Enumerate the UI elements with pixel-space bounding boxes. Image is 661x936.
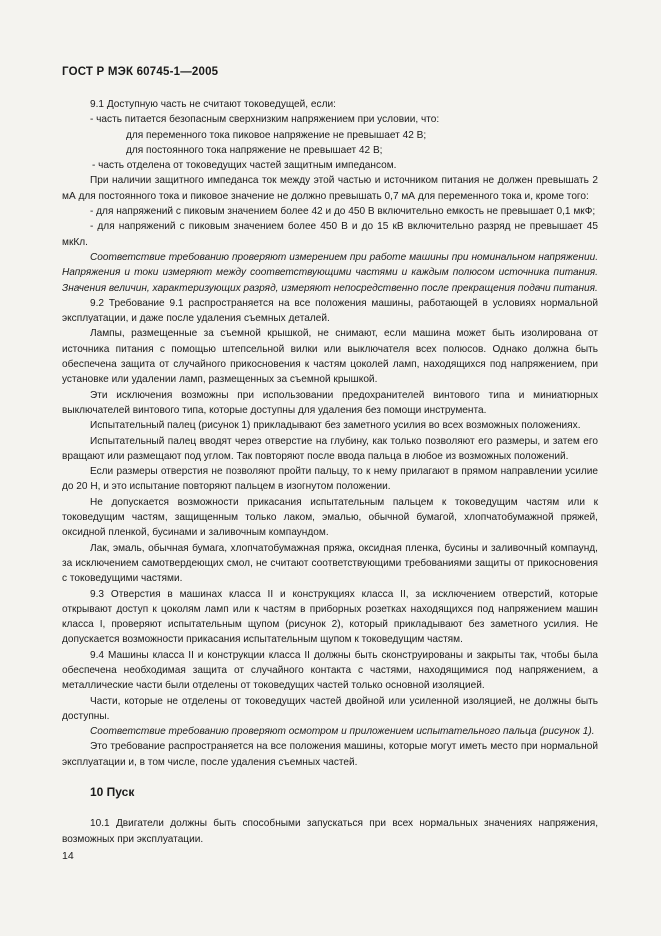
paragraph: Не допускается возможности прикасания испытательным пальцем к токоведущим частям или к токоведущим частям, защищенным только лаком, эмалью, обычной бумагой, хлопчатобумажной пряжей, оксидной пленкой, бусинами и заливочным компаундом. [62, 496, 598, 539]
paragraph: Испытательный палец (рисунок 1) прикладывают без заметного усилия во всех возможных положениях. [90, 420, 581, 432]
list-item: - часть питается безопасным сверхнизким напряжением при условии, что: [90, 114, 440, 126]
clause-9-3: 9.3 Отверстия в машинах класса II и конструкциях класса II, за исключением отверстий, которые открывают доступ к цоколям ламп или к частям в приборных розетках находящихся под напряжением машин класса I, проверяют испытательным щупом (рисунок 2), который прикладывают без заметного усилия. Не допускается возможности прикасания испытательным щупом к токоведущим частям. [62, 588, 598, 646]
paragraph: При наличии защитного импеданса ток между этой частью и источником питания не должен превышать 2 мА для постоянного тока и пиковое значение не должно превышать 0,7 мА для переменного тока и, кроме того: [62, 175, 598, 202]
clause-9-2: 9.2 Требование 9.1 распространяется на все положения машины, работающей в условиях нормальной эксплуатации, и даже после удаления съемных деталей. [62, 297, 598, 325]
list-item: - для напряжений с пиковым значением более 450 В и до 15 кВ включительно разряд не превышает 45 мкКл. [62, 221, 598, 248]
compliance-note: Соответствие требованию проверяют осмотром и приложением испытательного пальца (рисунок 1). [90, 726, 595, 738]
paragraph: Испытательный палец вводят через отверстие на глубину, как только позволяют его размеры, и затем его вращают или размещают под углом. Так повторяют после ввода пальца в любое из возможных положений. [62, 435, 598, 462]
sub-list-item: для постоянного тока напряжение не превышает 42 В; [126, 144, 383, 156]
page-number: 14 [62, 850, 74, 862]
clause-9-4: 9.4 Машины класса II и конструкции класса II должны быть сконструированы и закрыты так, чтобы была обеспечена необходимая защита от случайного контакта с частями, находящимися под напряжением, а металлические части были отделены от токоведущих частей только основной изоляцией. [62, 649, 598, 692]
paragraph: Лак, эмаль, обычная бумага, хлопчатобумажная пряжа, оксидная пленка, бусины и заливочный компаунд, за исключением самотвердеющих смол, не считают соответствующими требованиями защиты от прикосновения с токоведущими частями. [62, 542, 598, 585]
list-item: - часть отделена от токоведущих частей защитным импедансом. [92, 160, 397, 172]
sub-list-item: для переменного тока пиковое напряжение не превышает 42 В; [126, 129, 427, 141]
list-item: - для напряжений с пиковым значением более 42 и до 450 В включительно емкость не превышает 0,1 мкФ; [90, 206, 596, 218]
compliance-note: Соответствие требованию проверяют измерением при работе машины при номинальном напряжении. Напряжения и токи измеряют между соответствующими частями и каждым полюсом источника питания. Значения величин, характеризующих разряд, измеряют непосредственно после прекращения подачи питания. [62, 251, 598, 294]
standard-header: ГОСТ Р МЭК 60745-1—2005 [62, 66, 219, 78]
paragraph: Если размеры отверстия не позволяют пройти пальцу, то к нему прилагают в прямом направлении усилие до 20 Н, и это испытание повторяют пальцем в изогнутом положении. [62, 466, 598, 493]
paragraph: Это требование распространяется на все положения машины, которые могут иметь место при нормальной эксплуатации и, в том числе, после удаления съемных частей. [62, 741, 598, 768]
clause-10-1: 10.1 Двигатели должны быть способными запускаться при всех нормальных значениях напряжения, возможных при эксплуатации. [62, 818, 598, 845]
paragraph: Эти исключения возможны при использовании предохранителей винтового типа и миниатюрных выключателей винтового типа, которые доступны для удаления без помощи инструмента. [62, 389, 598, 416]
clause-9-1: 9.1 Доступную часть не считают токоведущей, если: [90, 99, 336, 110]
document-body [62, 97, 598, 847]
paragraph: Части, которые не отделены от токоведущих частей двойной или усиленной изоляцией, не должны быть доступны. [62, 695, 598, 722]
paragraph: Лампы, размещенные за съемной крышкой, не снимают, если машина может быть изолирована от источника питания с помощью штепсельной вилки или выключателя всех полюсов. Однако должна быть обеспечена защита от случайного прикосновения к частям цоколей ламп, находящихся под напряжением, при установке или удалении ламп, размещенных за съемной крышкой. [62, 328, 598, 386]
section-title: 10 Пуск [90, 785, 135, 800]
